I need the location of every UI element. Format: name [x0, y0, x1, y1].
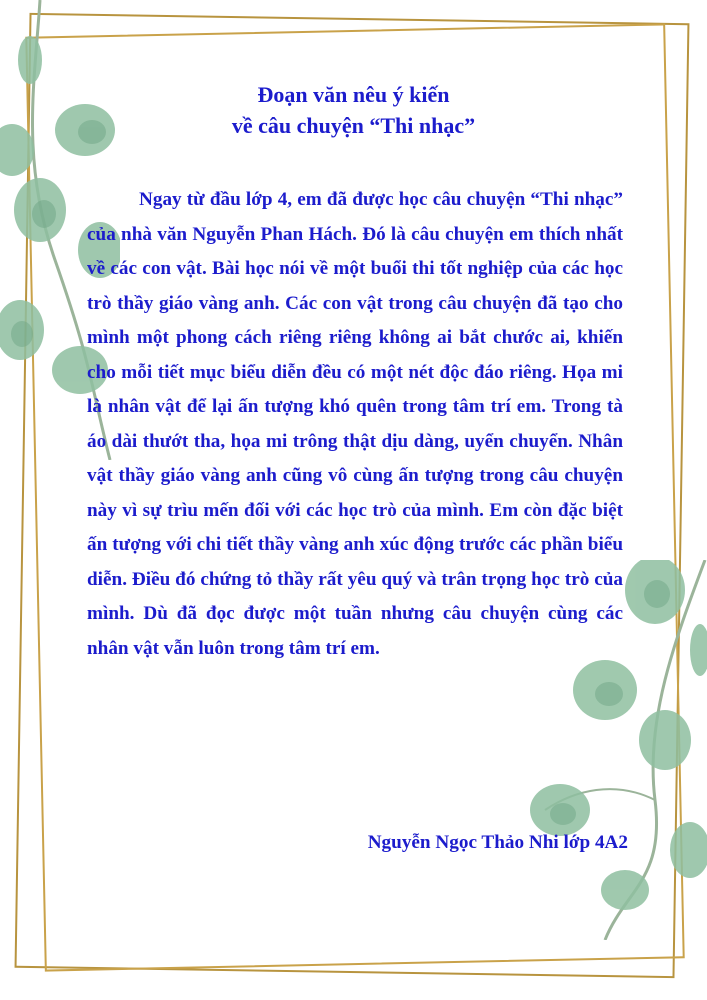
essay-paragraph: Ngay từ đầu lớp 4, em đã được học câu chuyện “Thi nhạc” của nhà văn Nguyễn Phan Hách. Đó là câu chuyện em thích nhất về các con vật. Bài học nói về một buổi thi tốt nghiệp của các học trò thầy giáo vàng anh. Các con vật trong câu chuyện đã tạo cho mình một phong cách riêng riêng không ai bắt chước ai, khiến cho mỗi tiết mục biểu diễn đều có một nét độc đáo riêng. Họa mi là nhân vật để lại ấn tượng khó quên trong tâm trí em. Trong tà áo dài thướt tha, họa mi trông thật dịu dàng, uyển chuyển. Nhân vật thầy giáo vàng anh cũng vô cùng ấn tượng trong câu chuyện này vì sự trìu mến đối với các học trò của mình. Em còn đặc biệt ấn tượng với chi tiết thầy vàng anh xúc động trước các phần biểu diễn. Điều đó chứng tỏ thầy rất yêu quý và trân trọng học trò của mình. Dù đã đọc được một tuần nhưng câu chuyện cùng các nhân vật vẫn luôn trong tâm trí em. [87, 189, 623, 659]
author-signature: Nguyễn Ngọc Thảo Nhi lớp 4A2 [367, 832, 628, 853]
document-title-line2: về câu chuyện “Thi nhạc” [231, 113, 476, 138]
document-title-line1: Đoạn văn nêu ý kiến [257, 82, 450, 107]
